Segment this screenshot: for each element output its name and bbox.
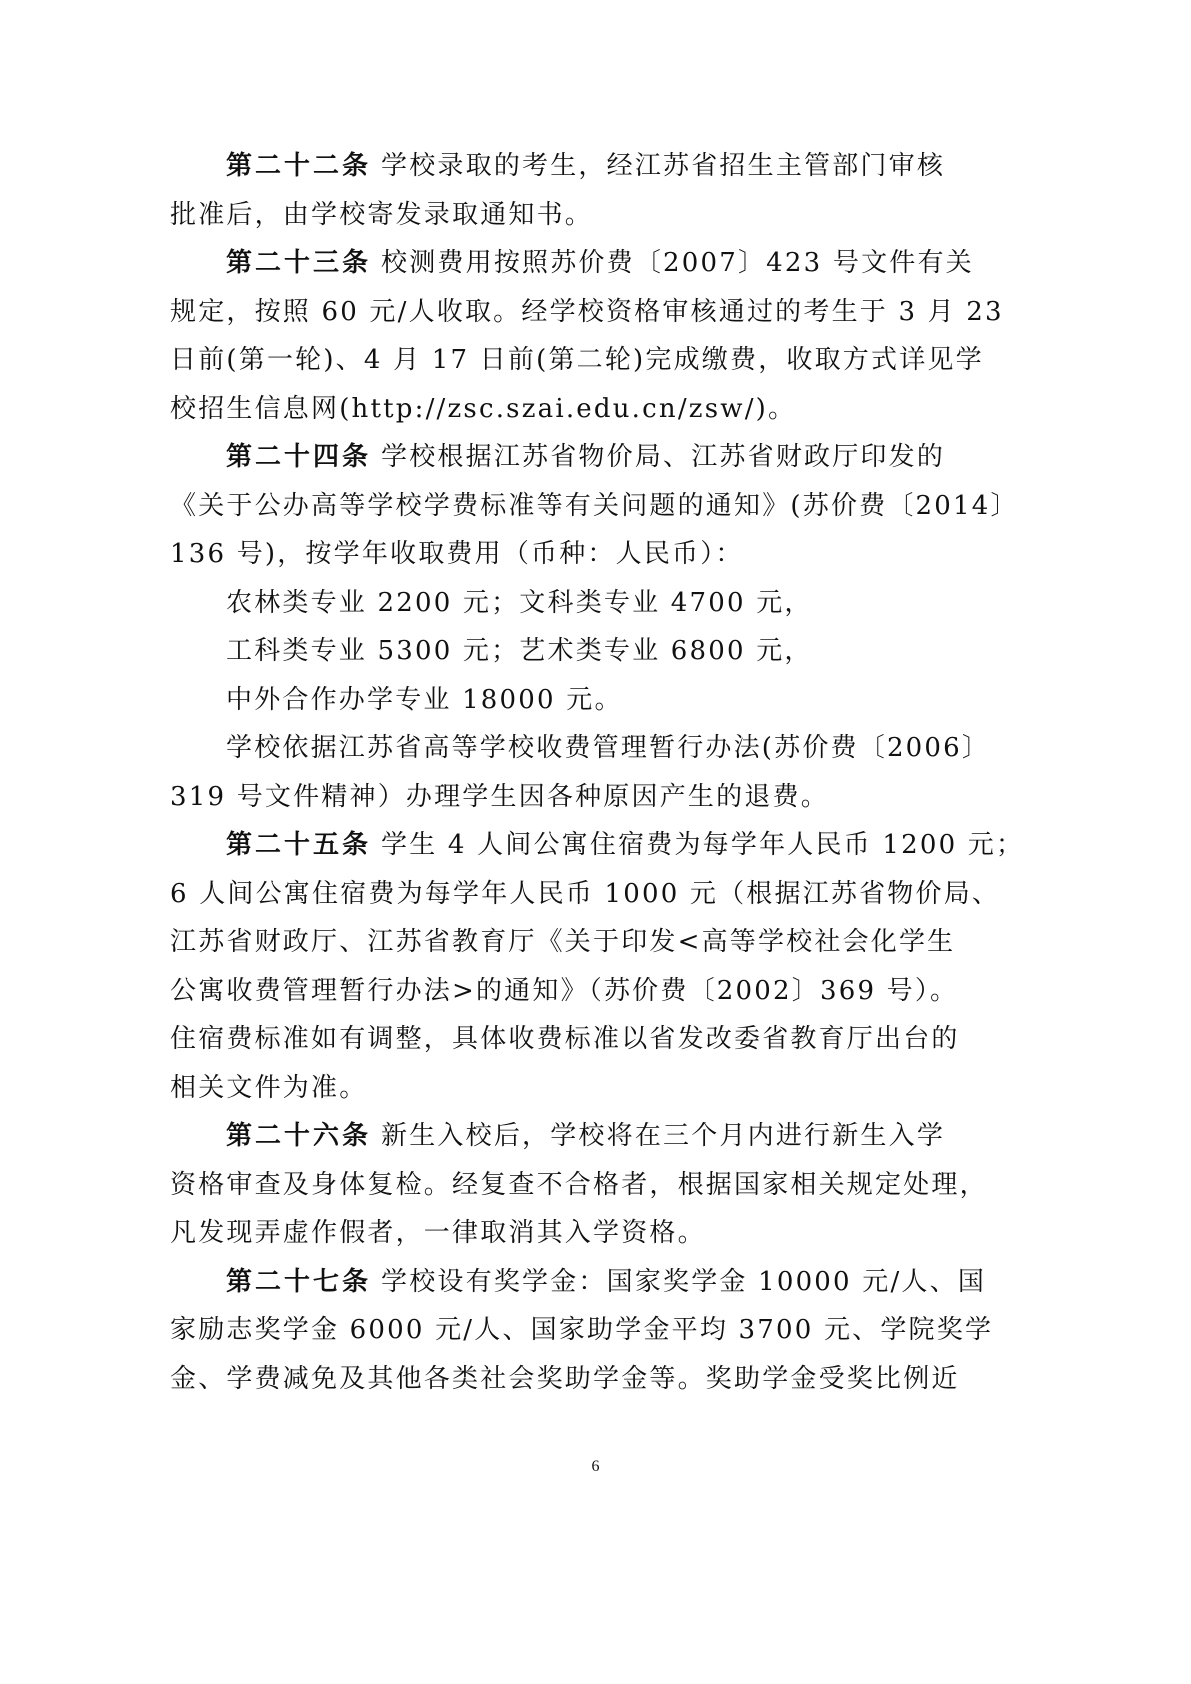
article-26-line-1: 第二十六条 新生入校后，学校将在三个月内进行新生入学 — [226, 1121, 946, 1151]
article-25-line-2: 6 人间公寓住宿费为每学年人民币 1000 元（根据江苏省物价局、 — [170, 878, 1001, 909]
article-26-heading: 第二十六条 — [226, 1121, 372, 1151]
fee-line-3: 中外合作办学专业 18000 元。 — [226, 684, 623, 715]
article-26-line-3: 凡发现弄虚作假者，一律取消其入学资格。 — [170, 1218, 706, 1248]
article-27-heading: 第二十七条 — [226, 1266, 372, 1297]
article-23-line-3: 日前(第一轮)、4 月 17 日前(第二轮)完成缴费，收取方式详见学 — [170, 345, 984, 375]
article-23-line-1: 第二十三条 校测费用按照苏价费〔2007〕423 号文件有关 — [226, 248, 974, 278]
article-23-line-4: 校招生信息网(http://zsc.szai.edu.cn/zsw/)。 — [170, 393, 797, 424]
refund-line-1: 学校依据江苏省高等学校收费管理暂行办法(苏价费〔2006〕 — [226, 733, 991, 763]
fee-line-2: 工科类专业 5300 元；艺术类专业 6800 元， — [226, 636, 813, 666]
article-25-line-3: 江苏省财政厅、江苏省教育厅《关于印发<高等学校社会化学生 — [170, 927, 956, 957]
article-25-line-5: 住宿费标准如有调整，具体收费标准以省发改委省教育厅出台的 — [170, 1024, 960, 1054]
fee-line-1: 农林类专业 2200 元；文科类专业 4700 元， — [226, 587, 813, 618]
article-27-line-3: 金、学费减免及其他各类社会奖助学金等。奖助学金受奖比例近 — [170, 1363, 960, 1394]
article-25-line-1: 第二十五条 学生 4 人间公寓住宿费为每学年人民币 1200 元； — [226, 830, 1025, 860]
article-24-line-2: 《关于公办高等学校学费标准等有关问题的通知》(苏价费〔2014〕 — [170, 490, 1019, 521]
article-27-line-2: 家励志奖学金 6000 元/人、国家助学金平均 3700 元、学院奖学 — [170, 1315, 994, 1345]
document-page — [170, 142, 1025, 1403]
article-24-line-3: 136 号)，按学年收取费用（币种：人民币）： — [170, 539, 744, 569]
article-22-line-1: 第二十二条 学校录取的考生，经江苏省招生主管部门审核 — [226, 151, 946, 181]
refund-line-2: 319 号文件精神）办理学生因各种原因产生的退费。 — [170, 781, 829, 812]
article-22-line-2: 批准后，由学校寄发录取通知书。 — [170, 199, 594, 230]
article-26-line-2: 资格审查及身体复检。经复查不合格者，根据国家相关规定处理， — [170, 1169, 988, 1200]
article-25-line-6: 相关文件为准。 — [170, 1072, 368, 1103]
page-number: 6 — [591, 1458, 600, 1475]
article-25-heading: 第二十五条 — [226, 830, 372, 860]
article-24-line-1: 第二十四条 学校根据江苏省物价局、江苏省财政厅印发的 — [226, 442, 946, 472]
article-25-line-4: 公寓收费管理暂行办法>的通知》（苏价费〔2002〕369 号）。 — [170, 975, 959, 1006]
article-24-heading: 第二十四条 — [226, 442, 372, 472]
article-23-line-2: 规定，按照 60 元/人收取。经学校资格审核通过的考生于 3 月 23 — [170, 296, 1004, 327]
article-27-line-1: 第二十七条 学校设有奖学金：国家奖学金 10000 元/人、国 — [226, 1266, 987, 1297]
article-23-heading: 第二十三条 — [226, 248, 372, 278]
article-22-heading: 第二十二条 — [226, 151, 372, 181]
